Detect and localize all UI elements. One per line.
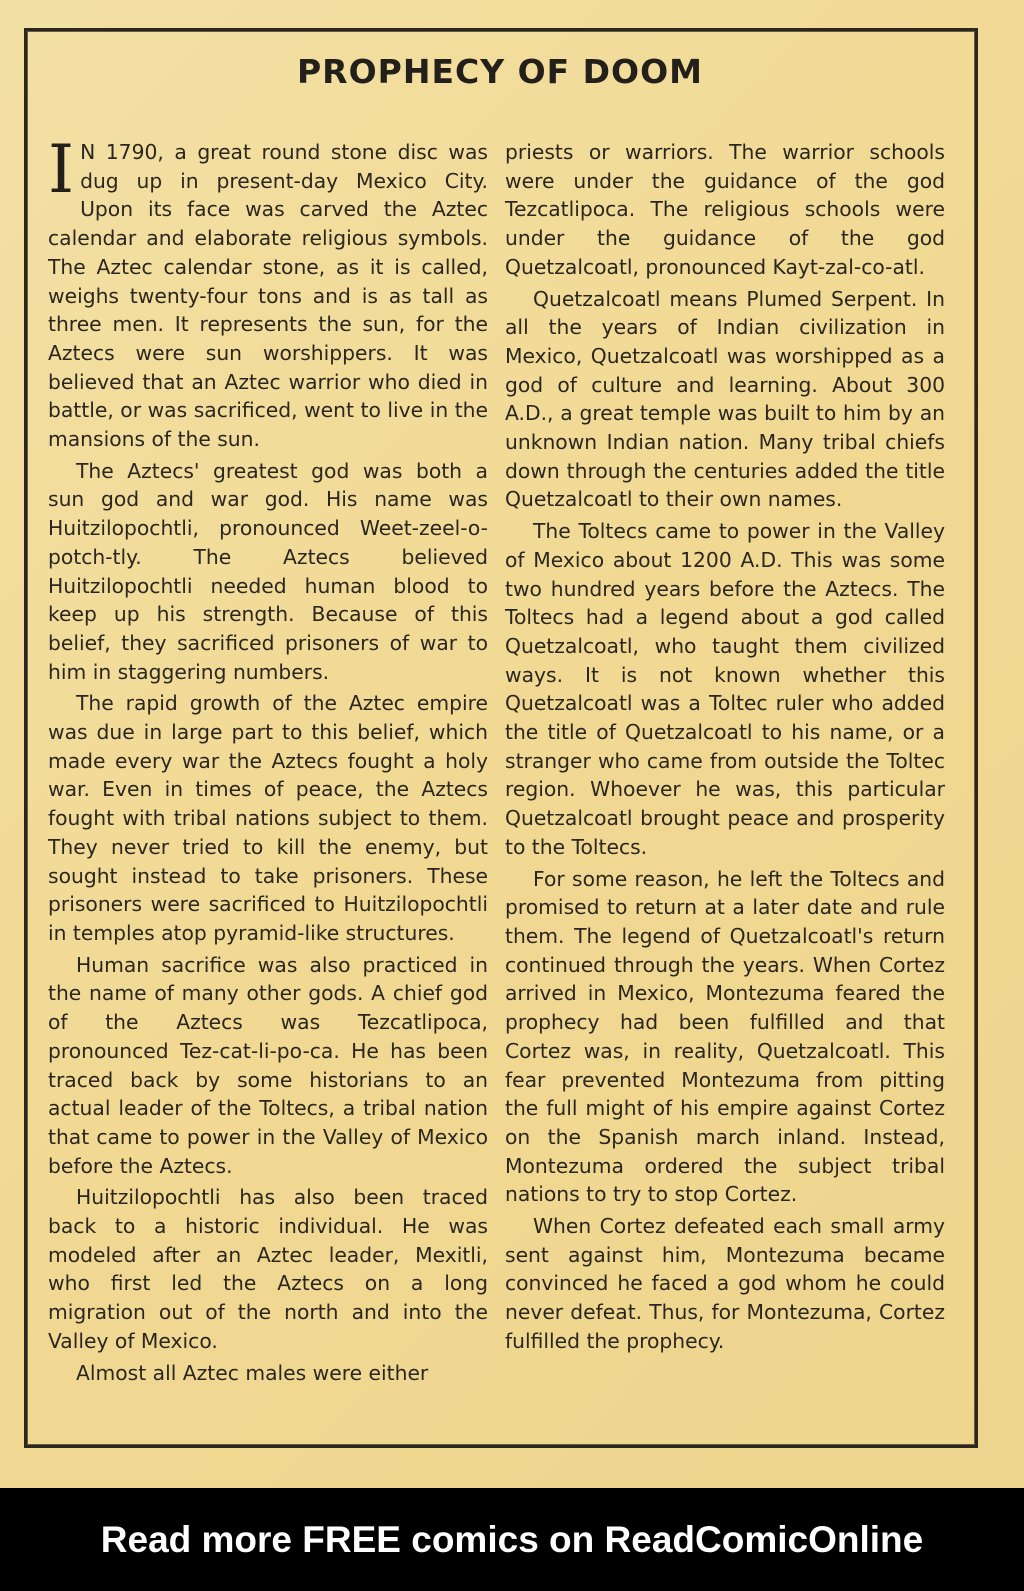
- paragraph: Quetzalcoatl means Plumed Serpent. In all the years of Indian civilization in Mexico, Quetzalcoatl was worshipped as a god of culture and learning. About 300 A.D., a great temple was built to him by an unknown Indian nation. Many tribal chiefs down through the centuries added the title Quetzalcoatl to their own names.: [505, 286, 945, 512]
- paragraph: The rapid growth of the Aztec empire was due in large part to this belief, which made every war the Aztecs fought a holy war. Even in times of peace, the Aztecs fought with tribal nations subject to them. They never tried to kill the enemy, but sought instead to take prisoners. These prisoners were sacrificed to Huitzilopochtli in temples atop pyramid-like structures.: [48, 691, 488, 945]
- promo-banner[interactable]: [0, 1488, 1024, 1591]
- paragraph: Huitzilopochtli has also been traced back to a historic individual. He was modeled after an Aztec leader, Mexitli, who first led the Aztecs on a long migration out of the north and into the Valley of Mexico.: [48, 1185, 488, 1353]
- paragraph: When Cortez defeated each small army sent against him, Montezuma became convinced he faced a god whom he could never defeat. Thus, for Montezuma, Cortez fulfilled the prophecy.: [505, 1214, 945, 1353]
- promo-banner-text[interactable]: Read more FREE comics on ReadComicOnline: [100, 1518, 924, 1560]
- paragraph: Human sacrifice was also practiced in the name of many other gods. A chief god of the Aztecs was Tezcatlipoca, pronounced Tez-cat-li-po-ca. He has been traced back by some historians to an actual leader of the Toltecs, a tribal nation that came to power in the Valley of Mexico before the Aztecs.: [48, 952, 488, 1178]
- left-column: [48, 131, 488, 1390]
- article-title: PROPHECY OF DOOM: [296, 52, 704, 91]
- paragraph: The Toltecs came to power in the Valley of Mexico about 1200 A.D. This was some two hundred years before the Aztecs. The Toltecs had a legend about a god called Quetzalcoatl, who taught them civilized ways. It is not known whether this Quetzalcoatl was a Toltec ruler who added the title of Quetzalcoatl to his name, or a stranger who came from outside the Toltec region. Whoever he was, this particular Quetzalcoatl brought peace and prosperity to the Toltecs.: [505, 519, 945, 859]
- paragraph: For some reason, he left the Toltecs and promised to return at a later date and rule them. The legend of Quetzalcoatl's return continued through the years. When Cortez arrived in Mexico, Montezuma feared the prophecy had been fulfilled and that Cortez was, in reality, Quetzalcoatl. This fear prevented Montezuma from pitting the full might of his empire against Cortez on the Spanish march inland. Instead, Montezuma ordered the subject tribal nations to try to stop Cortez.: [505, 866, 945, 1207]
- right-column: [505, 138, 945, 1359]
- paragraph: The Aztecs' greatest god was both a sun god and war god. His name was Huitzilopochtli, pronounced Weet-zeel-o-potch-tly. The Aztecs believed Huitzilopochtli needed human blood to keep up his strength. Because of this belief, they sacrificed prisoners of war to him in staggering numbers.: [48, 458, 488, 684]
- paragraph: priests or warriors. The warrior schools were under the guidance of the god Tezcatlipoca. The religious schools were under the guidance of the god Quetzalcoatl, pronounced Kayt-zal-co-atl.: [505, 140, 945, 279]
- drop-cap: I: [48, 131, 75, 208]
- paragraph: I N 1790, a great round stone disc was dug up in present-day Mexico City. Upon its face was carved the Aztec calendar and elaborate religious symbols. The Aztec calendar stone, as it is called, weighs twenty-four tons and is as tall as three men. It represents the sun, for the Aztecs were sun worshippers. It was believed that an Aztec warrior who died in battle, or was sacrificed, went to live in the mansions of the sun.: [48, 131, 488, 452]
- paragraph: Almost all Aztec males were either: [76, 1360, 429, 1385]
